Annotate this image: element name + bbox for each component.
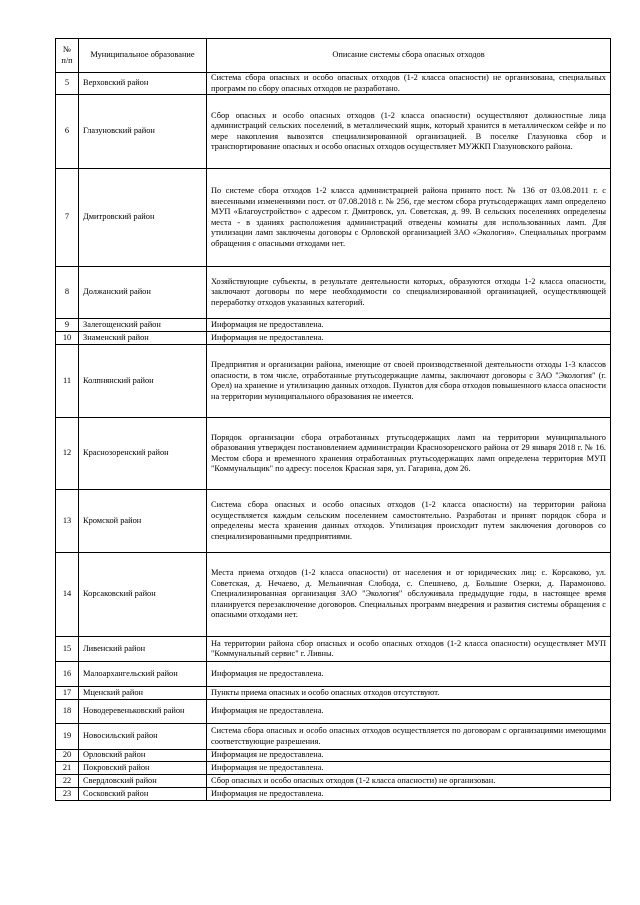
row-district: Кромской район <box>79 490 207 553</box>
header-description: Описание системы сбора опасных отходов <box>207 39 611 73</box>
row-description: На территории района сбор опасных и особо опасных отходов (1-2 класса опасности) осуществляет МУП "Коммунальный сервис" г. Ливны. <box>207 637 611 662</box>
table-row <box>56 332 611 345</box>
row-number: 8 <box>56 267 79 319</box>
row-district: Новодеревеньковский район <box>79 700 207 724</box>
row-description: Информация не предоставлена. <box>207 788 611 801</box>
row-district: Орловский район <box>79 750 207 762</box>
row-number: 20 <box>56 750 79 762</box>
row-number: 6 <box>56 95 79 169</box>
row-number: 10 <box>56 332 79 345</box>
row-number: 21 <box>56 762 79 775</box>
waste-collection-table <box>55 38 611 801</box>
row-description: Система сбора опасных и особо опасных отходов (1-2 класса опасности) не организована, специальных программ по сбору опасных отходов не разработано. <box>207 73 611 95</box>
row-description: Информация не предоставлена. <box>207 750 611 762</box>
row-district: Колпнянский район <box>79 345 207 418</box>
row-number: 5 <box>56 73 79 95</box>
row-number: 15 <box>56 637 79 662</box>
row-number: 9 <box>56 319 79 332</box>
row-description: Информация не предоставлена. <box>207 762 611 775</box>
row-number: 7 <box>56 169 79 267</box>
row-description: По системе сбора отходов 1-2 класса администрацией района принято пост. № 136 от 03.08.2011 г. с внесенными изменениями пост. от 07.08.2018 г. № 256, где местом сбора ртутьсодержащих ламп определено МУП «Благоустройство» с адресом г. Дмитровск, ул. Советская, д. 99. В сельских поселениях определены места - в зданиях расположения администраций отведены комнаты для использованных ламп. Для утилизации ламп заключены договоры с Орловской организацией ЗАО «Экология». Специальных программ обращения с опасными отходами нет. <box>207 169 611 267</box>
row-number: 11 <box>56 345 79 418</box>
row-district: Залегощенский район <box>79 319 207 332</box>
table-row <box>56 700 611 724</box>
row-description: Система сбора опасных и особо опасных отходов (1-2 класса опасности) на территории района осуществляется каждым сельским поселением самостоятельно. Разработан и принят порядок сбора и определены места хранения данных отходов. Утилизация происходит путем заключения договоров со специализированными предприятиями. <box>207 490 611 553</box>
row-district: Ливенский район <box>79 637 207 662</box>
row-description: Информация не предоставлена. <box>207 332 611 345</box>
row-number: 18 <box>56 700 79 724</box>
row-district: Новосильский район <box>79 724 207 750</box>
row-description: Пункты приема опасных и особо опасных отходов отсутствуют. <box>207 687 611 700</box>
table-row <box>56 73 611 95</box>
row-district: Знаменский район <box>79 332 207 345</box>
row-number: 13 <box>56 490 79 553</box>
row-number: 16 <box>56 662 79 687</box>
row-description: Система сбора опасных и особо опасных отходов осуществляется по договорам с организациями имеющими соответствующие разрешения. <box>207 724 611 750</box>
header-number: № п/п <box>56 39 79 73</box>
table-row <box>56 267 611 319</box>
row-number: 23 <box>56 788 79 801</box>
row-number: 17 <box>56 687 79 700</box>
row-number: 19 <box>56 724 79 750</box>
table-row <box>56 418 611 490</box>
row-number: 14 <box>56 553 79 637</box>
row-district: Мценский район <box>79 687 207 700</box>
row-district: Покровский район <box>79 762 207 775</box>
row-description: Предприятия и организации района, имеющие от своей производственной деятельности отходы 1-3 классов опасности, в том числе, отработанные ртутьсодержащие лампы, заключают договоры с ЗАО "Экология" (г. Орел) на хранение и утилизацию данных отходов. Пунктов для сбора отходов повышенного класса опасности на территории муниципального образования не имеется. <box>207 345 611 418</box>
row-description: Информация не предоставлена. <box>207 319 611 332</box>
table-row <box>56 553 611 637</box>
header-municipality: Муниципальное образование <box>79 39 207 73</box>
row-district: Верховский район <box>79 73 207 95</box>
table-row <box>56 762 611 775</box>
row-description: Сбор опасных и особо опасных отходов (1-2 класса опасности) осуществляют должностные лица администраций сельских поселений, в металлический ящик, который хранится в металлическом сейфе и по мере накопления вывозятся специализированной организацией. В поселке Глазуновка сбор и транспортирование опасных и особо опасных отходов осуществляет МУЖКП Глазуновского района. <box>207 95 611 169</box>
table-row <box>56 724 611 750</box>
row-district: Сосковский район <box>79 788 207 801</box>
row-district: Глазуновский район <box>79 95 207 169</box>
row-district: Корсаковский район <box>79 553 207 637</box>
table-row <box>56 637 611 662</box>
row-description: Информация не предоставлена. <box>207 700 611 724</box>
table-row <box>56 169 611 267</box>
row-district: Краснозоренский район <box>79 418 207 490</box>
row-description: Порядок организации сбора отработанных ртутьсодержащих ламп на территории муниципального образования утвержден постановлением администрации Краснозоренского района от 29 января 2018 г. № 16. Местом сбора и временного хранения отработанных ртутьсодержащих ламп определена территория МУП "Коммунальщик" по адресу: поселок Красная заря, ул. Гагарина, дом 26. <box>207 418 611 490</box>
table-row <box>56 490 611 553</box>
row-number: 22 <box>56 775 79 788</box>
row-description: Хозяйствующие субъекты, в результате деятельности которых, образуются отходы 1-2 класса опасности, заключают договоры по мере необходимости со специализированной организацией, осуществляющей переработку отходов указанных категорий. <box>207 267 611 319</box>
table-row <box>56 687 611 700</box>
row-number: 12 <box>56 418 79 490</box>
table-row <box>56 750 611 762</box>
row-district: Должанский район <box>79 267 207 319</box>
row-district: Дмитровский район <box>79 169 207 267</box>
row-description: Места приема отходов (1-2 класса опасности) от населения и от юридических лиц: с. Корсаково, ул. Советская, д. Нечаево, д. Мельничная Слобода, с. Спешнево, д. Большие Озерки, д. Парамоново. Специализированная организация ЗАО "Экология" обслуживала предыдущие годы, в настоящее время планируется перезаключение договоров. Специальных программ внедрения и развития системы обращения с опасными отходами нет. <box>207 553 611 637</box>
table-row <box>56 788 611 801</box>
row-description: Информация не предоставлена. <box>207 662 611 687</box>
table-row <box>56 345 611 418</box>
row-description: Сбор опасных и особо опасных отходов (1-2 класса опасности) не организован. <box>207 775 611 788</box>
table-row <box>56 319 611 332</box>
table-header-row <box>56 39 611 73</box>
table-row <box>56 775 611 788</box>
table-row <box>56 95 611 169</box>
row-district: Малоархангельский район <box>79 662 207 687</box>
row-district: Свердловский район <box>79 775 207 788</box>
table-row <box>56 662 611 687</box>
